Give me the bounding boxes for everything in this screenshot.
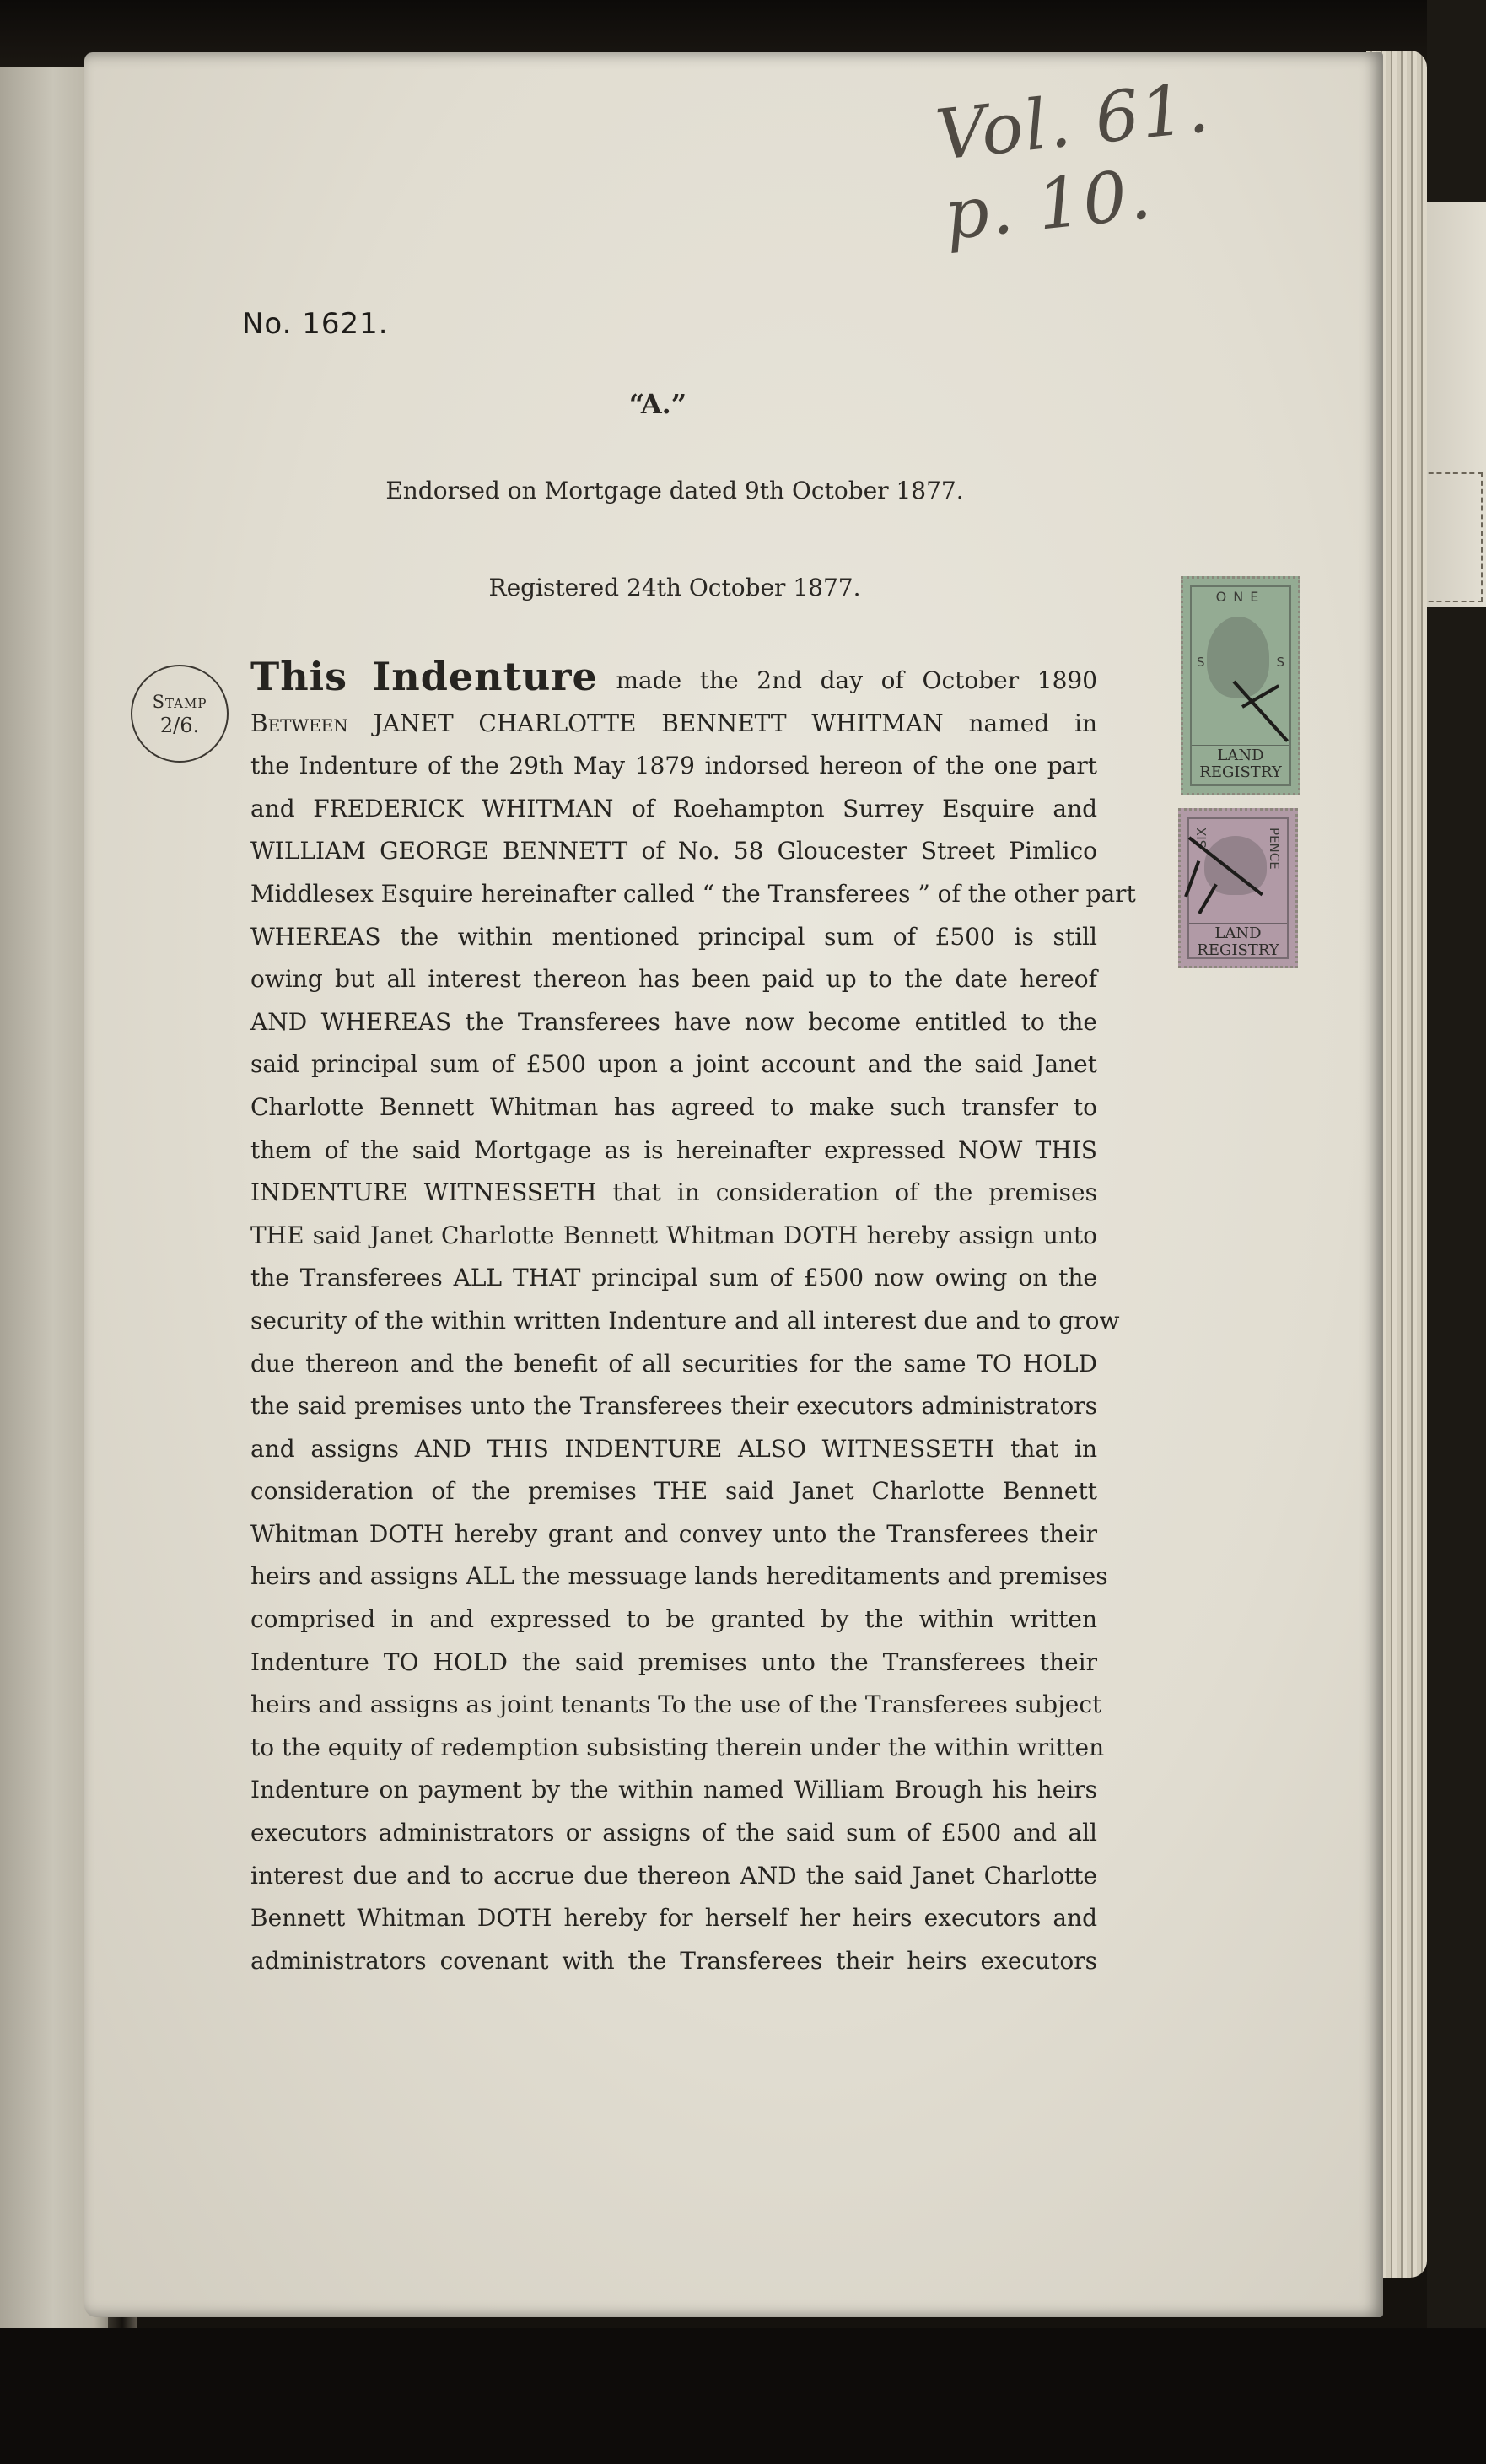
indenture-line: INDENTURE WITNESSETH that in consideration of the premises: [250, 1178, 1097, 1207]
indenture-line: Bennett Whitman DOTH hereby for herself her heirs executors and: [250, 1904, 1097, 1933]
indenture-line: and FREDERICK WHITMAN of Roehampton Surrey Esquire and: [250, 794, 1097, 822]
stamp-value: 2/6.: [159, 714, 200, 737]
first-line-rest: made the 2nd day of October 1890: [616, 666, 1098, 694]
indenture-line: interest due and to accrue due thereon AND the said Janet Charlotte: [250, 1861, 1097, 1890]
stamp-right-text: S: [1276, 655, 1284, 670]
indenture-line: the Transferees ALL THAT principal sum of £500 now owing on the: [250, 1264, 1097, 1292]
indenture-line: heirs and assigns ALL the messuage lands hereditaments and premises: [250, 1562, 1108, 1591]
handwritten-volume-reference: Vol. 61. p. 10.: [932, 67, 1214, 256]
indenture-line: owing but all interest thereon has been paid up to the date hereof: [250, 965, 1097, 994]
indenture-line: said principal sum of £500 upon a joint account and the said Janet: [250, 1050, 1097, 1079]
indenture-line: Whitman DOTH hereby grant and convey unto the Transferees their: [250, 1519, 1097, 1548]
indenture-opening: This Indenture: [250, 654, 598, 699]
indenture-line: WILLIAM GEORGE BENNETT of No. 58 Gloucester Street Pimlico: [250, 837, 1097, 865]
indenture-line: the Indenture of the 29th May 1879 indorsed hereon of the one part: [250, 752, 1097, 780]
stamp-label: LAND REGISTRY: [1192, 745, 1289, 781]
indenture-line: AND WHEREAS the Transferees have now become entitled to the: [250, 1007, 1097, 1036]
indenture-line: Indenture TO HOLD the said premises unto the Transferees their: [250, 1647, 1097, 1676]
document-number: No. 1621.: [242, 307, 389, 341]
stamp-word: Stamp: [152, 692, 207, 712]
indenture-line: the said premises unto the Transferees their executors administrators: [250, 1392, 1097, 1421]
indenture-line: heirs and assigns as joint tenants To the use of the Transferees subject: [250, 1690, 1102, 1719]
indenture-line: and assigns AND THIS INDENTURE ALSO WITNESSETH that in: [250, 1434, 1097, 1463]
indenture-line: THE said Janet Charlotte Bennett Whitman DOTH hereby assign unto: [250, 1221, 1097, 1249]
indenture-line: Indenture on payment by the within named William Brough his heirs: [250, 1776, 1097, 1804]
indenture-line: [250, 703, 1097, 746]
indenture-first-line: [250, 654, 1098, 703]
registered-line: Registered 24th October 1877.: [488, 574, 861, 601]
stamp-duty-circle: [131, 665, 229, 763]
land-registry-stamp-sixpence: [1178, 808, 1298, 968]
indenture-body: [250, 654, 1136, 1982]
land-registry-stamp-one-shilling: [1181, 576, 1300, 795]
indenture-line: comprised in and expressed to be granted by the within written: [250, 1605, 1097, 1634]
document-letter: “A.”: [628, 388, 687, 420]
endorsed-line: Endorsed on Mortgage dated 9th October 1877.: [385, 477, 964, 504]
indenture-line: executors administrators or assigns of the said sum of £500 and all: [250, 1819, 1097, 1847]
indenture-line: Middlesex Esquire hereinafter called “ the Transferees ” of the other part: [250, 879, 1136, 908]
indenture-line: WHEREAS the within mentioned principal sum of £500 is still: [250, 922, 1097, 951]
indenture-line: to the equity of redemption subsisting therein under the within written: [250, 1733, 1105, 1761]
indenture-line: Charlotte Bennett Whitman has agreed to make such transfer to: [250, 1092, 1097, 1121]
stamp-right-text: PENCE: [1267, 828, 1282, 870]
stamp-left-text: SIX: [1194, 828, 1209, 849]
between-word: Between: [250, 709, 348, 737]
indenture-line: consideration of the premises THE said Janet Charlotte Bennett: [250, 1477, 1097, 1506]
background-bottom: [0, 2328, 1486, 2464]
stamp-label: LAND REGISTRY: [1189, 923, 1287, 959]
stamp-top-text: ONE: [1215, 589, 1266, 605]
adjacent-stamp-fragment: [1420, 472, 1483, 602]
indenture-line: due thereon and the benefit of all securities for the same TO HOLD: [250, 1349, 1097, 1378]
indenture-line: security of the within written Indenture and all interest due and to grow: [250, 1306, 1120, 1334]
indenture-line: them of the said Mortgage as is hereinafter expressed NOW THIS: [250, 1135, 1097, 1164]
indenture-line-text: JANET CHARLOTTE BENNETT WHITMAN named in: [373, 709, 1097, 737]
stamp-left-text: S: [1197, 655, 1205, 670]
indenture-line: administrators covenant with the Transferees their heirs executors: [250, 1946, 1097, 1975]
